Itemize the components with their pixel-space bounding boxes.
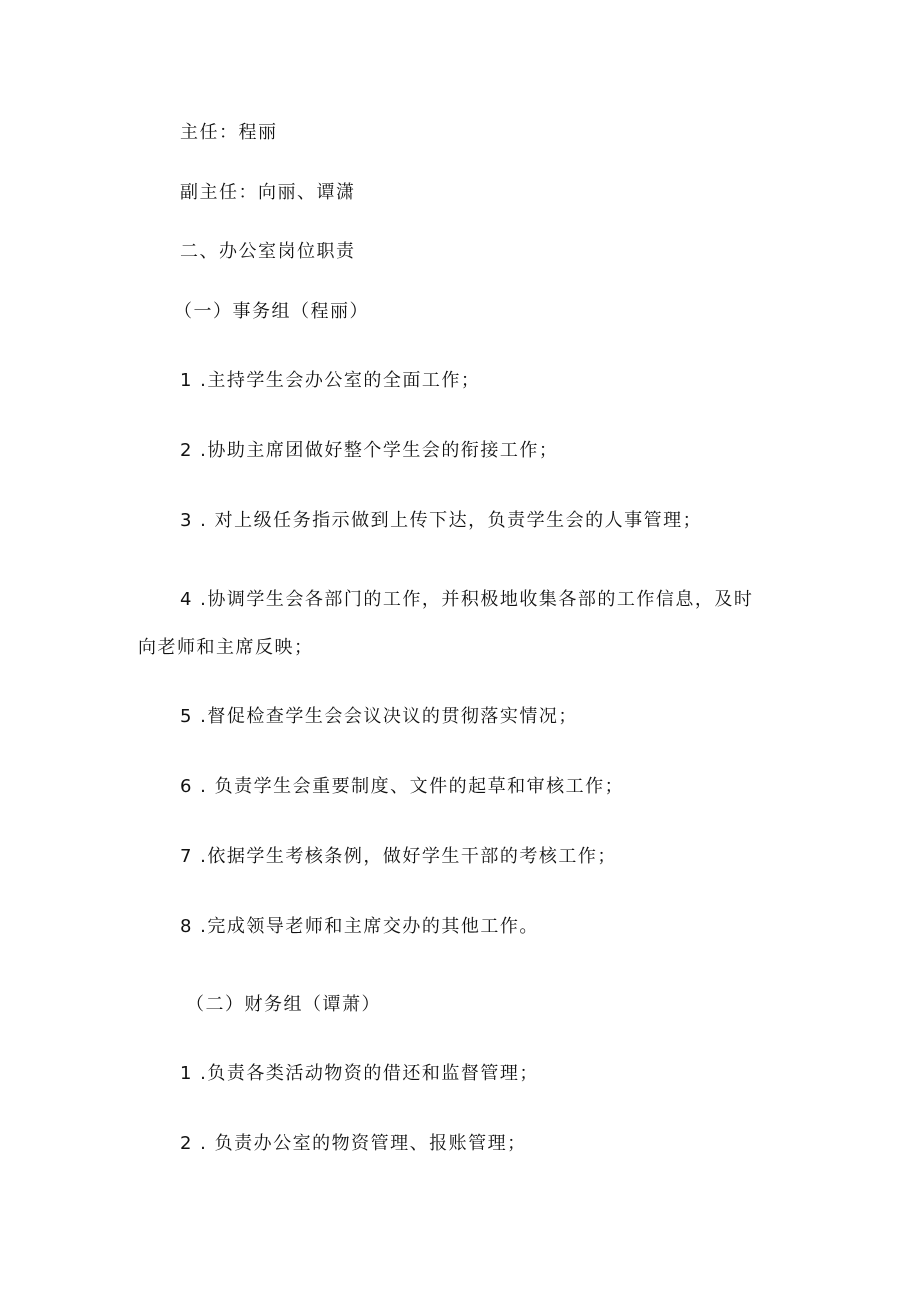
affairs-item-2: 2 .协助主席团做好整个学生会的衔接工作； bbox=[180, 440, 559, 461]
director-line: 主任：程丽 bbox=[180, 122, 278, 143]
deputy-director-line: 副主任：向丽、谭潇 bbox=[180, 182, 356, 203]
finance-item-2: 2 . 负责办公室的物资管理、报账管理； bbox=[180, 1133, 527, 1154]
finance-item-1: 1 .负责各类活动物资的借还和监督管理； bbox=[180, 1063, 539, 1084]
affairs-item-1: 1 .主持学生会办公室的全面工作； bbox=[180, 370, 481, 391]
affairs-item-6: 6 . 负责学生会重要制度、文件的起草和审核工作； bbox=[180, 776, 625, 797]
section-heading: 二、办公室岗位职责 bbox=[180, 241, 356, 262]
affairs-item-5: 5 .督促检查学生会会议决议的贯彻落实情况； bbox=[180, 706, 578, 727]
affairs-item-7: 7 .依据学生考核条例，做好学生干部的考核工作； bbox=[180, 846, 617, 867]
affairs-item-4-continued: 向老师和主席反映； bbox=[138, 637, 314, 658]
subsection-heading-finance: （二）财务组（谭萧） bbox=[186, 994, 381, 1015]
affairs-item-4: 4 .协调学生会各部门的工作，并积极地收集各部的工作信息，及时 bbox=[180, 589, 754, 610]
affairs-item-8: 8 .完成领导老师和主席交办的其他工作。 bbox=[180, 916, 539, 937]
subsection-heading-affairs: （一）事务组（程丽） bbox=[174, 301, 369, 322]
affairs-item-3: 3 . 对上级任务指示做到上传下达，负责学生会的人事管理； bbox=[180, 510, 703, 531]
